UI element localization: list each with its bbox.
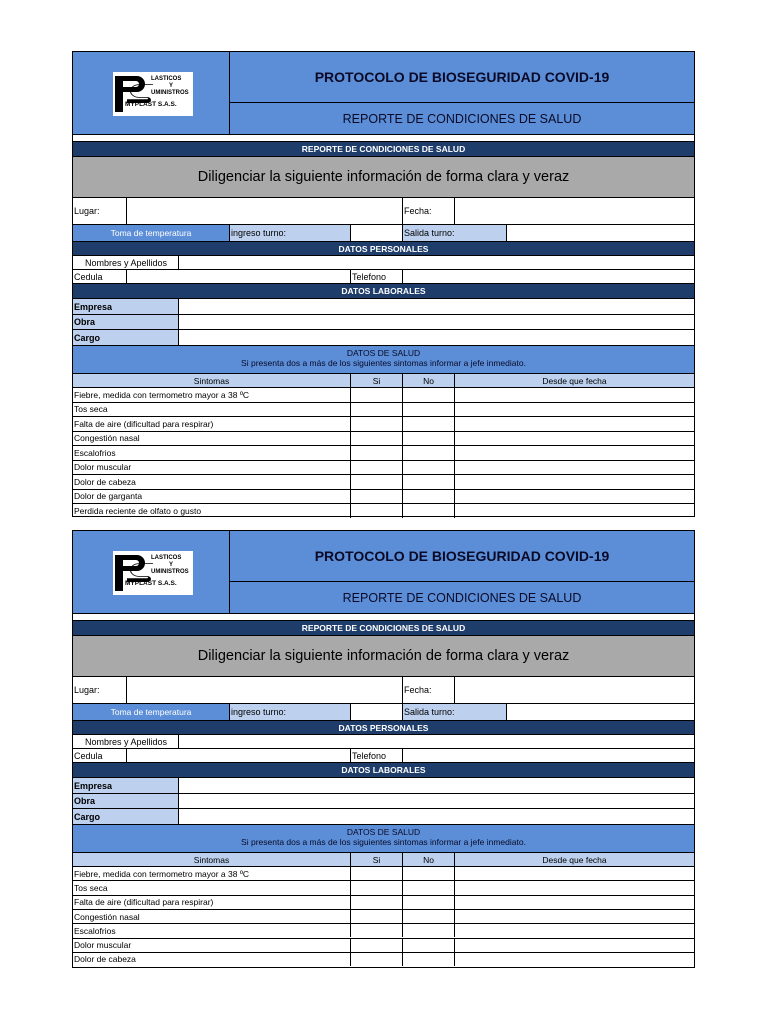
ingreso-turno-input[interactable] (350, 704, 402, 720)
nombres-input[interactable] (178, 256, 694, 269)
cedula-row (73, 748, 694, 762)
instruction-banner: Diligenciar la siguiente información de forma clara y veraz (73, 635, 694, 676)
symptom-row (73, 387, 694, 402)
symptom-label: Dolor de cabeza (74, 476, 136, 487)
symptom-label: Dolor muscular (74, 462, 132, 473)
symptom-no-cell[interactable] (402, 403, 454, 417)
logo-text-3: UMINISTROS (151, 90, 189, 96)
symptom-date-cell[interactable] (454, 867, 694, 880)
empresa-row (73, 298, 694, 314)
symptom-no-cell[interactable] (402, 881, 454, 894)
symptom-row (73, 402, 694, 417)
symptom-label: Dolor de cabeza (74, 954, 136, 965)
symptom-row (73, 474, 694, 489)
symptom-date-cell[interactable] (454, 953, 694, 966)
salida-turno-label: Salida turno: (402, 704, 506, 720)
cargo-label: Cargo (73, 330, 178, 345)
symptom-row (73, 489, 694, 504)
symptom-no-cell[interactable] (402, 504, 454, 518)
symptom-no-cell[interactable] (402, 475, 454, 489)
salida-turno-input[interactable] (506, 704, 694, 720)
symptom-si-cell[interactable] (350, 461, 402, 475)
col-sintomas: Sintomas (193, 375, 230, 386)
datos-salud-note: Si presenta dos a más de los siguientes sintomas informar a jefe inmediato. (241, 358, 526, 368)
symptom-label: Escalofrios (74, 447, 116, 458)
cedula-label: Cedula (74, 750, 103, 761)
ingreso-turno-input[interactable] (350, 225, 402, 241)
symptom-label: Congestión nasal (74, 911, 140, 922)
symptom-no-cell[interactable] (402, 867, 454, 880)
symptom-date-cell[interactable] (454, 939, 694, 952)
symptom-row (73, 923, 694, 937)
logo-text-4: MYPLAST S.A.S. (125, 101, 177, 108)
fecha-label: Fecha: (402, 198, 454, 224)
symptom-row (73, 445, 694, 460)
empresa-row (73, 777, 694, 793)
symptom-label: Falta de aire (dificultad para respirar) (74, 897, 214, 908)
symptom-no-cell[interactable] (402, 490, 454, 504)
symptom-si-cell[interactable] (350, 417, 402, 431)
symptom-date-cell[interactable] (454, 896, 694, 909)
temperatura-row (73, 703, 694, 720)
obra-row (73, 314, 694, 329)
company-logo (113, 72, 193, 116)
obra-label: Obra (73, 315, 178, 329)
fecha-input[interactable] (454, 677, 694, 703)
logo-text-4: MYPLAST S.A.S. (125, 580, 177, 587)
symptom-si-cell[interactable] (350, 446, 402, 460)
symptom-no-cell[interactable] (402, 910, 454, 923)
col-desde-fecha: Desde que fecha (454, 853, 694, 866)
lugar-fecha-row (73, 676, 694, 703)
telefono-input[interactable] (402, 270, 694, 283)
symptom-date-cell[interactable] (454, 417, 694, 431)
salida-turno-input[interactable] (506, 225, 694, 241)
symptom-no-cell[interactable] (402, 432, 454, 446)
symptom-row (73, 866, 694, 880)
form-title: PROTOCOLO DE BIOSEGURIDAD COVID-19 (229, 52, 694, 102)
obra-input[interactable] (178, 794, 694, 808)
sintomas-header-row (73, 373, 694, 387)
telefono-label: Telefono (350, 749, 402, 762)
datos-salud-note: Si presenta dos a más de los siguientes sintomas informar a jefe inmediato. (241, 837, 526, 847)
symptom-row (73, 909, 694, 923)
symptom-date-cell[interactable] (454, 490, 694, 504)
lugar-label: Lugar: (74, 685, 100, 695)
symptom-date-cell[interactable] (454, 504, 694, 518)
obra-row (73, 793, 694, 808)
symptom-date-cell[interactable] (454, 461, 694, 475)
section-bar: REPORTE DE CONDICIONES DE SALUD (73, 620, 694, 635)
symptom-label: Congestión nasal (74, 433, 140, 444)
datos-laborales-heading: DATOS LABORALES (73, 762, 694, 777)
datos-salud-title: DATOS DE SALUD (346, 827, 421, 837)
cargo-row (73, 808, 694, 824)
form-subtitle: REPORTE DE CONDICIONES DE SALUD (229, 102, 694, 135)
symptom-si-cell[interactable] (350, 490, 402, 504)
logo-text-1: LASTICOS (151, 555, 182, 561)
logo-area (73, 52, 229, 134)
temperatura-label: Toma de temperatura (73, 225, 229, 241)
datos-salud-heading (73, 345, 694, 373)
symptom-row (73, 880, 694, 894)
datos-personales-heading: DATOS PERSONALES (73, 720, 694, 734)
empresa-label: Empresa (73, 299, 178, 314)
symptom-no-cell[interactable] (402, 924, 454, 937)
health-report-form-1 (72, 51, 695, 517)
form-subtitle: REPORTE DE CONDICIONES DE SALUD (229, 581, 694, 614)
symptom-label: Dolor de garganta (74, 491, 143, 502)
symptom-date-cell[interactable] (454, 924, 694, 937)
col-sintomas: Sintomas (193, 854, 230, 865)
symptom-si-cell[interactable] (350, 432, 402, 446)
symptom-row (73, 460, 694, 475)
symptom-si-cell[interactable] (350, 881, 402, 894)
form-title: PROTOCOLO DE BIOSEGURIDAD COVID-19 (229, 531, 694, 581)
symptom-no-cell[interactable] (402, 896, 454, 909)
telefono-input[interactable] (402, 749, 694, 762)
symptom-si-cell[interactable] (350, 504, 402, 518)
symptom-no-cell[interactable] (402, 417, 454, 431)
symptom-date-cell[interactable] (454, 403, 694, 417)
nombres-row (73, 255, 694, 269)
obra-label: Obra (73, 794, 178, 808)
symptom-date-cell[interactable] (454, 432, 694, 446)
symptom-date-cell[interactable] (454, 388, 694, 402)
logo-text-2: Y (169, 562, 174, 568)
symptom-row (73, 416, 694, 431)
lugar-input[interactable] (126, 677, 402, 703)
telefono-label: Telefono (350, 270, 402, 283)
symptom-row (73, 938, 694, 952)
logo-text-2: Y (169, 83, 174, 89)
symptom-label: Escalofrios (74, 925, 116, 936)
ingreso-turno-label: ingreso turno: (229, 225, 350, 241)
symptom-si-cell[interactable] (350, 403, 402, 417)
cedula-row (73, 269, 694, 283)
empresa-input[interactable] (178, 778, 694, 793)
cedula-input[interactable] (126, 270, 350, 283)
symptom-date-cell[interactable] (454, 446, 694, 460)
symptom-si-cell[interactable] (350, 924, 402, 937)
symptom-row (73, 952, 694, 966)
cedula-input[interactable] (126, 749, 350, 762)
symptom-no-cell[interactable] (402, 388, 454, 402)
logo-text-3: UMINISTROS (151, 569, 189, 575)
symptom-label: Fiebre, medida con termometro mayor a 38 ºC (74, 868, 250, 879)
symptom-si-cell[interactable] (350, 953, 402, 966)
spacer-row (73, 613, 694, 620)
cargo-label: Cargo (73, 809, 178, 824)
cargo-row (73, 329, 694, 345)
symptom-no-cell[interactable] (402, 953, 454, 966)
health-report-form-2 (72, 530, 695, 968)
sintomas-header-row (73, 852, 694, 866)
nombres-label: Nombres y Apellidos (84, 257, 168, 268)
symptom-label: Perdida reciente de olfato o gusto (74, 505, 202, 516)
cargo-input[interactable] (178, 809, 694, 824)
symptom-label: Tos seca (74, 882, 108, 893)
col-si: Si (350, 853, 402, 866)
symptom-date-cell[interactable] (454, 881, 694, 894)
symptom-no-cell[interactable] (402, 446, 454, 460)
datos-salud-heading (73, 824, 694, 852)
section-bar: REPORTE DE CONDICIONES DE SALUD (73, 141, 694, 156)
symptom-si-cell[interactable] (350, 867, 402, 880)
symptom-si-cell[interactable] (350, 910, 402, 923)
datos-salud-title: DATOS DE SALUD (346, 348, 421, 358)
col-desde-fecha: Desde que fecha (454, 374, 694, 387)
lugar-input[interactable] (126, 198, 402, 224)
instruction-banner: Diligenciar la siguiente información de forma clara y veraz (73, 156, 694, 197)
temperatura-row (73, 224, 694, 241)
lugar-fecha-row (73, 197, 694, 224)
fecha-input[interactable] (454, 198, 694, 224)
empresa-label: Empresa (73, 778, 178, 793)
symptom-label: Tos seca (74, 404, 108, 415)
col-no: No (402, 853, 454, 866)
symptom-date-cell[interactable] (454, 910, 694, 923)
nombres-label: Nombres y Apellidos (84, 736, 168, 747)
spacer-row (73, 134, 694, 141)
symptom-no-cell[interactable] (402, 461, 454, 475)
symptom-si-cell[interactable] (350, 475, 402, 489)
symptom-si-cell[interactable] (350, 939, 402, 952)
obra-input[interactable] (178, 315, 694, 329)
symptom-date-cell[interactable] (454, 475, 694, 489)
symptom-row (73, 503, 694, 518)
symptom-no-cell[interactable] (402, 939, 454, 952)
symptom-label: Fiebre, medida con termometro mayor a 38 ºC (74, 389, 250, 400)
logo-area (73, 531, 229, 613)
nombres-input[interactable] (178, 735, 694, 748)
col-no: No (402, 374, 454, 387)
temperatura-label: Toma de temperatura (73, 704, 229, 720)
salida-turno-label: Salida turno: (402, 225, 506, 241)
symptom-label: Falta de aire (dificultad para respirar) (74, 418, 214, 429)
logo-text-1: LASTICOS (151, 76, 182, 82)
symptom-si-cell[interactable] (350, 388, 402, 402)
cargo-input[interactable] (178, 330, 694, 345)
symptom-label: Dolor muscular (74, 940, 132, 951)
nombres-row (73, 734, 694, 748)
ingreso-turno-label: ingreso turno: (229, 704, 350, 720)
datos-personales-heading: DATOS PERSONALES (73, 241, 694, 255)
cedula-label: Cedula (74, 271, 103, 282)
symptom-row (73, 431, 694, 446)
company-logo (113, 551, 193, 595)
fecha-label: Fecha: (402, 677, 454, 703)
symptom-si-cell[interactable] (350, 896, 402, 909)
lugar-label: Lugar: (74, 206, 100, 216)
empresa-input[interactable] (178, 299, 694, 314)
symptom-row (73, 895, 694, 909)
col-si: Si (350, 374, 402, 387)
datos-laborales-heading: DATOS LABORALES (73, 283, 694, 298)
